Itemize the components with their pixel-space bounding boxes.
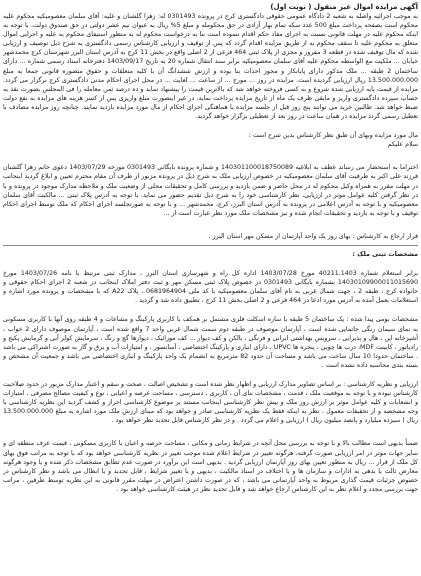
property-value-line: مال مورد مزایده وبهای آن طبق نظر کارشناس بدین شرح است : <box>248 132 418 140</box>
appraisal-opinion-paragraph: ارزیابی و نظریه کارشناسی : بر اساس تصاویر مدارک ارزیابی و اظهار نظر شده است و تشخیص اصالت ، صحت و سقم و اعتبار مدارک مزبور در حدود صلاحیت کارشناس نبوده و با توجه به موقعیت ملک ، قدمت ، مشخصات بنای آن ، کاربری ، دسترسی ، مساحت عرصه و اعیانی ، نوع و کیفیت مصالح مصرفی ، امتیازات و انشعابات و کلیه عوامل موثر بر ارزش روز ملک و بیش نظر کارشناسی اینجانب مستند بر موضوع کارشناسی احراز و کشف گردید این نظریه کارشناسی با وجه مشخصه و از تحقیقات معمول ، نظر به اینکه فقط یک نظریه کارشناسی صادر و خواهد بود که مبنای ارزش ملک مورد اشاره به مبلغ 13.500.000.000 ریال ( سیزده میلیارد و پانصد میلیون ریال ) ارزیابی و اعلام می گردد . و در نظر کارشناس قابل تجدید نظر خواهد بود . <box>3 381 418 425</box>
notice-intro: به موجب اجرائیه واصله به شعبه 2 دادگاه عمومی حقوقی دادگستری کرج در پرونده 0301493 له: زهرا گلشنان و علیه: آقای سلمان معصومیکیه محکوم علیه محکوم است بصفحه پرداخت مبلغ 500 عدد سکه تمام بهار آزادی در حق محکومله و مبلغ 5% ریال به عنوان نیم عشر دولتی در حق صندوق دولت. با توجه به اینکه محکوم علیه در مهلت قانونی نسبت به اجرای مفاد حکم اقدام ننموده است بنا به درخواست محکوم له به منظور استیفای محکوم به علیه و اجرایی اموال متعلق به محکوم علیه تا سقف محکوم به از طریق مزایده اقدام گردد که پس از توقیف و ارزیابی کارشناس رسمی دادگستری به شرح ذیل توصیف و ارزیابی شده که مال توقیف شده در قطعه 3 مفروز و مجزی از پلاک ثبتی 464 فرعی از 2 اصلی واقع در بخش 11 کرج به آدرس استان البرز شهرستان کرج محمدشهر خیابان ... ملکیت مع الواسطه محکوم علیه آقای سلمان معصومیکیه برابر سند انتقال شماره 20 به تاریخ 1403/09/17 دفترخانه اسناد رسمی شماره ... دارای ساختمان 2 طبقه ... ملک مذکور دارای پایانکار و مجوز احداث بنا بوده و ارزش ششدانگ آن با کلیه متعلقات و حقوق متصوره قانونی جمعا به مبلغ 13.500.000.000 ریال ارزیابی گردیده است. مزایده در روز ... مورخ ... از ساعت ... لغایت ... در محل اجرای احکام مدنی دادگستری کرج برگزار می گردد. مزایده از قیمت پایه ارزیابی شده شروع و به کسی فروخته خواهد شد که بالاترین قیمت را پیشنهاد نماید و ده درصد ثمن معامله را فی المجلس بصورت نقد به حساب سپرده دادگستری واریز و مابقی ظرف یک ماه از تاریخ مزایده پرداخت نماید. در غیر اینصورت مبلغ واریزی پس از کسر هزینه های مزایده به نفع دولت ضبط خواهد شد. طالبین خرید می توانند پنج روز قبل از جلسه مزایده با هماهنگی اجرای احکام از مال مورد مزایده بازدید نمایند. چنانچه روز مزایده مصادف با تعطیل رسمی گردد مزایده در همان ساعت در روز بعد از تعطیلی برگزار خواهد گردید. <box>3 13 418 121</box>
expert-report-paragraph: احتراما به استحضار می رساند عطف به ابلاغیه 140301100018750089 و شماره پرونده بایگانی 0301493 مورخه 1403/07/29 دعوی خانم زهرا گلشنان فرزند علی اکبر به طرفیت آقای سلمان معصومیکیه در خصوص ارزیابی ملک به شرح ذیل در پرونده مزبور از طرف آن مقام محترم تعیین و ابلاغ گردید اینجانب در مهلت مقرر به همراه وکیل محکوم له در محل حاضر و ضمن بازدید و بررسی کامل و تحقیقات محلی از وضعیت ملک و ملاحظه مدارک موجود در پرونده و با در نظر گرفتن کلیه عوامل موثر در ارزیابی، نظر کارشناسی خود را به شرح ذیل تقدیم حضور می نماید. با توجه به آدرس پلاک ثبتی ... مالکیت آقای سلمان معصومیکیه و با توجه به آدرس اعلامی در پرونده به آدرس استان البرز، کرج، محمدشهر ... و با توجه به صورتجلسه اجرای احکام که ملک توسط اجرای احکام توقیف و با توجه به بازدید و تحقیقات انجام شده و نیز مشخصات ملک مورد نظر عبارت است از ... <box>3 164 418 217</box>
referral-subject-line: قرار ارجاع به کارشناس : بهای روز یک واحد آپارتمان از مسکن مهر استان البرز . <box>208 232 418 240</box>
notice-document <box>3 2 418 572</box>
registration-specs-paragraph: برابر استعلام شماره 40211.1403 مورخ 1403/07/28 اداره کل راه و شهرسازی استان البرز ، مدارک ثبتی مرتبط با نامه 1403/07/26 مورخ 14030109900011015690 بشماره بایگانی 0301493 در خصوص پلاک ثبتی مسکن مهر و ثبت دفتر املاک اینجانب در شعبه 2 اجرای احکام حقوقی و خانواده کرج ، طبقه 2 ، جهت شمال غربی به نام آقای سلمان معصومیکیه با کد ملی 0681964904 ، پلاک A22 که با مشخصات و پرونده مورد اشاره و استعلامات بعمل آمده به آدرس مورد ادعا در 464 فرعی و 2 اصلی بخش 11 کرج ، تطبیق داده شد و گردید . <box>3 270 418 305</box>
conditions-paragraph: ضمناً بدیهی است مطالب بالا و با توجه به بررسی محل آنچه در شرایط زمانی و مکانی ، مساحت حرصه و اعیان با کاربری مسکونی ، قیمت عرف منطقه ای و سایر جهات موثر در امر ارزیابی صورت گرفته، هرگونه تغییر در شرایط اعلام شده موجب تغییر در نظریه کارشناسی خواهد بود که با توجه به مراتب فوق بهای کل ملک از قرار ... ریال به منظور تعیین بهای روز آپارتمان ارزیابی گردید . بدیهی است این برآورد در صورت عدم تطابق مشخصات ذکر شده و یا وجود هرگونه معارض ثالث یا بدهی به ادارات و سازمان ها و یا اختلاف در اسناد مالکیت ، بدیهی و یا تغییر شرایط ، قابل تجدید و یا ابطال می باشد و نظر کارشناس در خصوص جزئیات قیمت گذاری مربوط به واحد آپارتمانی می باشد ، که در صورت داشتن اعتراض در مهلت مقرر قانونی به این نظریه توسط طرفین ، مراتب جهت بررسی مجدد و اعلام نظر به این کارشناس ارجاع خواهد شد و قابل تجدید نظر در هیئت کارشناسی خواهد بود . <box>3 440 418 493</box>
section-divider <box>3 245 418 246</box>
greeting-line: سلام علیکم <box>387 141 418 149</box>
notice-title: آگهی مزایده اموال غیر منقول ( نوبت اول) <box>270 3 418 11</box>
registration-specs-heading: مشخصات ثبتی ملک : <box>352 250 418 258</box>
building-description-paragraph: مشخصات بومی پیدا شده : یک ساختمان 5 طبقه با سازه اسکلت فلزی مشتمل بر همکف با کاربری پارکینگ و مشاعات و 4 طبقه روی آنها با کاربری مسکونی به نمای سیمان رنگی جانمایی شده است ، آپارتمان موصوف در طبقه دوم سمت شمال غربی واحد 7 واقع شده است ، آپارتمان موصوف دارای 2 خواب ، آشپزخانه اپن ، هال و پذیرایی ، سرویس بهداشتی ایرانی و فرنگی ، بالکن و کف دیوار ... کف موزائیک ، دیوارها گچ و رنگ ، سرمایش کولر آبی و گرمایش پکیج و رادیاتور ، کابینت MDF، درب ها چوبی ، پنجره ها UPVC ، دارای انباری و پارکینگ اختصاصی ، آسانسور ، و امتیازات آب و برق و گاز به صورت اشتراکی می باشد . ساختمان حدودا 10 سال ساخت می باشد و مساحت آن حدود 82 مترمربع به انضمام یک واحد پارکینگ و انباری اختصاصی می باشد و جمعیت آن مشخص و بسته بندی محاسبه داده نشده است . <box>3 316 418 369</box>
